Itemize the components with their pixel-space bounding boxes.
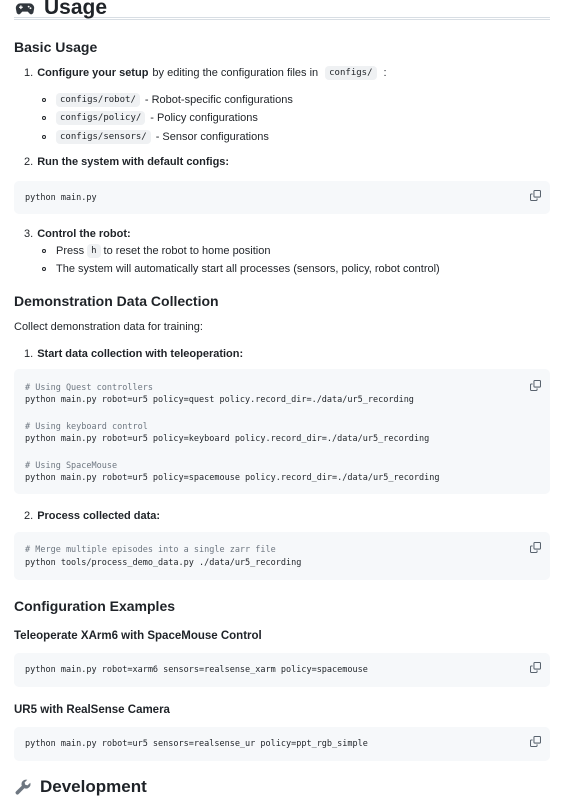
list-item: configs/sensors/ - Sensor configurations bbox=[42, 130, 269, 144]
bullet-icon bbox=[42, 98, 46, 102]
demo-intro: Collect demonstration data for training: bbox=[14, 321, 203, 333]
list-item: Press h to reset the robot to home position bbox=[42, 244, 270, 258]
copy-icon[interactable] bbox=[530, 662, 541, 673]
list-item: The system will automatically start all processes (sensors, policy, robot control) bbox=[42, 263, 440, 275]
usage-heading: Usage bbox=[14, 0, 550, 20]
copy-icon[interactable] bbox=[530, 736, 541, 747]
demo-step-1: 1. Start data collection with teleoperation: bbox=[24, 348, 244, 360]
code-block[interactable]: python main.py robot=ur5 sensors=realsense_ur policy=ppt_rgb_simple bbox=[14, 727, 550, 761]
basic-step-1: 1. Configure your setup by editing the configuration files in configs/ : bbox=[24, 67, 387, 79]
list-item: configs/policy/ - Policy configurations bbox=[42, 111, 258, 125]
code-block[interactable]: python main.py bbox=[14, 181, 550, 214]
bullet-icon bbox=[42, 116, 46, 120]
demo-heading: Demonstration Data Collection bbox=[14, 293, 219, 309]
game-controller-icon bbox=[14, 0, 36, 19]
copy-icon[interactable] bbox=[530, 190, 541, 201]
config-example-2-title: UR5 with RealSense Camera bbox=[14, 704, 170, 716]
code-block[interactable]: # Using Quest controllers python main.py robot=ur5 policy=quest policy.record_dir=./data/ur5_recording # Using keyboard control python main.py robot=ur5 policy=keyboard policy.record_dir=./data/ur5_recording # Using SpaceMouse python main.py robot=ur5 policy=spacemouse policy.record_dir=./data/ur5_recording bbox=[14, 369, 550, 494]
basic-step-3: 3. Control the robot: bbox=[24, 228, 131, 240]
development-heading: Development bbox=[14, 777, 147, 797]
config-heading: Configuration Examples bbox=[14, 598, 176, 614]
bullet-icon bbox=[42, 267, 46, 271]
basic-step-2: 2. Run the system with default configs: bbox=[24, 156, 230, 168]
copy-icon[interactable] bbox=[530, 380, 541, 391]
bullet-icon bbox=[42, 249, 46, 253]
copy-icon[interactable] bbox=[530, 542, 541, 553]
usage-section-header bbox=[14, 0, 550, 18]
code-block[interactable]: python main.py robot=xarm6 sensors=realsense_xarm policy=spacemouse bbox=[14, 653, 550, 687]
demo-step-2: 2. Process collected data: bbox=[24, 510, 161, 522]
code-block[interactable]: # Merge multiple episodes into a single zarr file python tools/process_demo_data.py ./data/ur5_recording bbox=[14, 532, 550, 580]
bullet-icon bbox=[42, 135, 46, 139]
config-example-1-title: Teleoperate XArm6 with SpaceMouse Control bbox=[14, 630, 262, 642]
list-item: configs/robot/ - Robot-specific configurations bbox=[42, 93, 293, 107]
basic-usage-heading: Basic Usage bbox=[14, 39, 98, 55]
readme-content bbox=[14, 0, 550, 796]
wrench-icon bbox=[14, 778, 32, 796]
inline-code: configs/ bbox=[325, 66, 376, 80]
